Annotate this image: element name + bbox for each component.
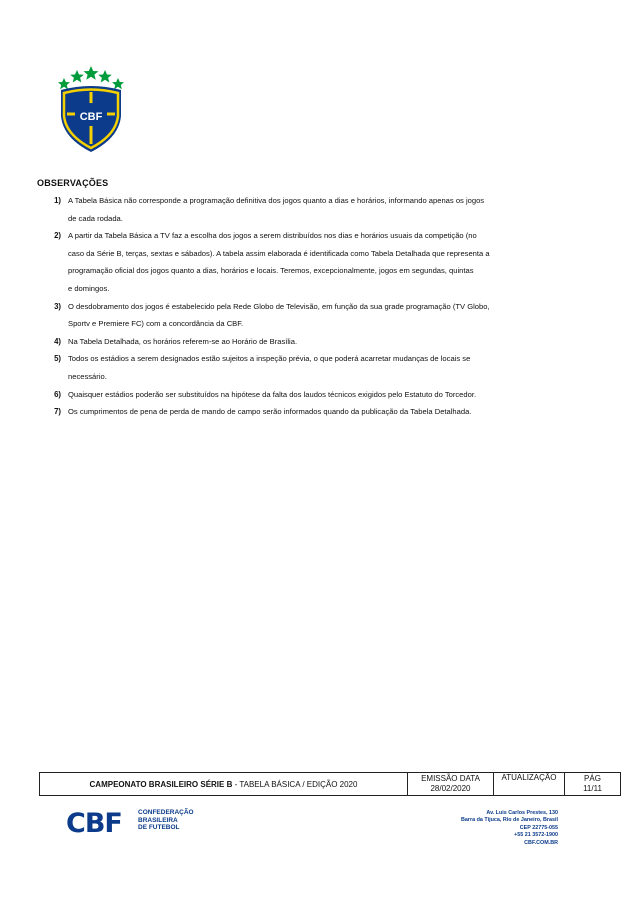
footer-title-cell <box>40 773 408 796</box>
observation-item <box>37 403 577 421</box>
observation-item <box>37 386 577 404</box>
observation-item <box>37 333 577 351</box>
footer-title-rest: - TABELA BÁSICA / EDIÇÃO 2020 <box>232 779 358 789</box>
pag-value: 11/11 <box>583 784 602 793</box>
observation-item <box>37 350 577 385</box>
cbf-logo-letters: CBF <box>66 808 122 839</box>
observation-text <box>68 298 577 333</box>
brand-line-2: BRASILEIRA <box>138 816 178 824</box>
footer-table <box>39 772 621 796</box>
cbf-logo-text <box>138 809 228 832</box>
observation-number: 7) <box>54 407 61 417</box>
pag-label: PÁG <box>584 774 601 783</box>
observation-line: caso da Série B, terças, sextas e sábados). A tabela assim elaborada é identificada como Tabela Detalhada que representa a <box>68 248 490 258</box>
cbf-crest-icon <box>55 64 127 154</box>
observations-title: OBSERVAÇÕES <box>37 178 109 188</box>
observation-line: necessário. <box>68 371 107 381</box>
address-line: Av. Luis Carlos Prestes, 130 <box>486 810 558 816</box>
footer-emissao-cell <box>408 773 494 796</box>
footer-pag-cell <box>565 773 621 796</box>
footer-atualizacao-cell <box>494 773 565 796</box>
address-line: Barra da Tijuca, Rio de Janeiro, Brasil <box>461 817 558 824</box>
observation-text <box>68 227 577 297</box>
observation-text <box>68 192 577 227</box>
observation-line: e domingos. <box>68 283 110 293</box>
observation-text <box>68 333 577 351</box>
observation-line: de cada rodada. <box>68 213 123 223</box>
observation-line: Todos os estádios a serem designados estão sujeitos a inspeção prévia, o que poderá acarretar mudanças de locais se <box>68 354 471 364</box>
address-line: +55 21 3572-1900 <box>514 832 558 839</box>
brand-line-3: DE FUTEBOL <box>138 824 180 832</box>
observation-number: 4) <box>54 336 61 346</box>
emissao-date: 28/02/2020 <box>430 784 471 793</box>
observation-number: 2) <box>54 231 61 241</box>
observation-text <box>68 350 577 385</box>
observation-text <box>68 386 577 404</box>
observation-line: Quaisquer estádios poderão ser substituídos na hipótese da falta dos laudos técnicos exigidos pelo Estatuto do Torcedor. <box>68 389 477 399</box>
observation-number: 6) <box>54 389 61 399</box>
address-block <box>461 810 558 847</box>
observation-number: 3) <box>54 301 61 311</box>
emissao-label: EMISSÃO DATA <box>421 774 480 783</box>
observation-line: Sportv e Premiere FC) com a concordância da CBF. <box>68 319 244 329</box>
footer-title-bold: CAMPEONATO BRASILEIRO SÉRIE B <box>89 779 233 789</box>
observation-line: A partir da Tabela Básica a TV faz a escolha dos jogos a serem distribuídos nos dias e horários usuais da competição (no <box>68 231 477 241</box>
observation-item <box>37 298 577 333</box>
crest-text: CBF <box>79 111 103 123</box>
address-line: CEP 22775-055 <box>519 824 558 831</box>
observation-text <box>68 403 577 421</box>
brand-line-1: CONFEDERAÇÃO <box>138 809 194 816</box>
observation-number: 5) <box>54 354 61 364</box>
observation-item <box>37 192 577 227</box>
observation-line: O desdobramento dos jogos é estabelecido pela Rede Globo de Televisão, em função da sua grade programação (TV Globo, <box>68 301 490 311</box>
observation-line: Os cumprimentos de pena de perda de mando de campo serão informados quando da publicação da Tabela Detalhada. <box>68 407 472 417</box>
stars-icon <box>58 66 124 89</box>
observation-line: A Tabela Básica não corresponde a programação definitiva dos jogos quanto a dias e horários, informando apenas os jogos <box>68 196 485 205</box>
observation-line: Na Tabela Detalhada, os horários referem-se ao Horário de Brasília. <box>68 336 298 346</box>
observation-line: programação oficial dos jogos quanto a dias, horários e locais. Teremos, excepcionalmente, jogos em segundas, quintas <box>68 266 474 276</box>
observation-number: 1) <box>54 196 61 205</box>
website-link[interactable]: CBF.COM.BR <box>524 839 558 846</box>
observation-item <box>37 227 577 297</box>
atualizacao-label: ATUALIZAÇÃO <box>501 773 557 782</box>
observations-list <box>37 192 577 421</box>
